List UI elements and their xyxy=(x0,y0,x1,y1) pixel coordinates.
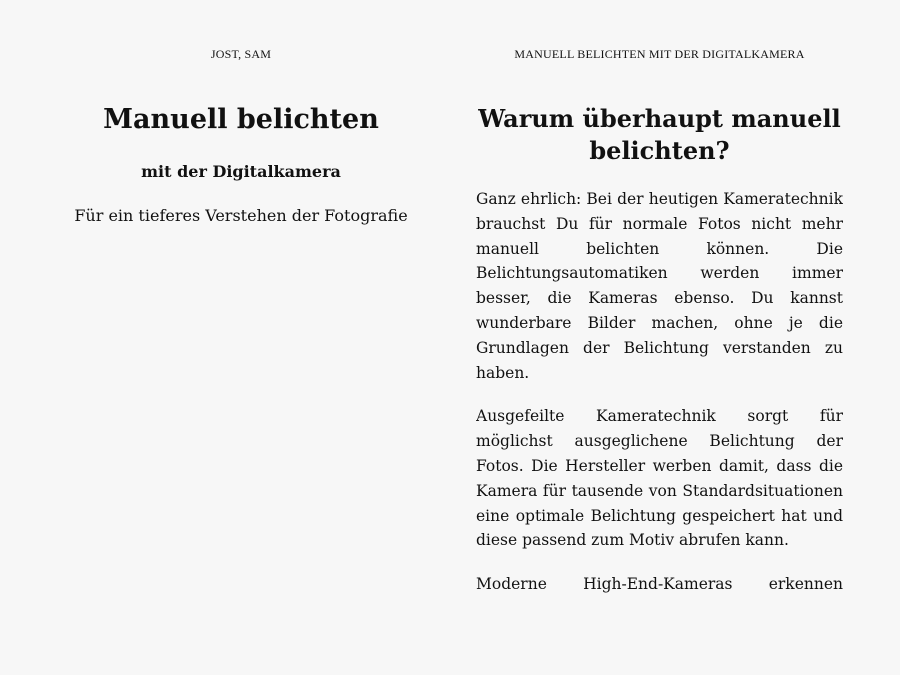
left-page[interactable] xyxy=(58,0,424,675)
chapter-title: Warum überhaupt manuell belichten? xyxy=(478,104,841,165)
chapter-body xyxy=(476,187,843,616)
book-title: Manuell belichten xyxy=(103,104,379,135)
book-subtitle: mit der Digitalkamera xyxy=(141,162,341,181)
body-paragraph: Moderne High-End-Kameras erkennen xyxy=(476,575,843,594)
body-paragraph: Ausgefeilte Kameratechnik sorgt für möglichst ausgeglichene Belichtung der Fotos. Die Hersteller werben damit, dass die Kamera für tausende von Standardsituationen eine optimale Belichtung gespeichert hat und diese passend zum Motiv abrufen kann. xyxy=(476,407,843,550)
body-paragraph: Ganz ehrlich: Bei der heutigen Kameratechnik brauchst Du für normale Fotos nicht mehr manuell belichten können. Die Belichtungsautomatiken werden immer besser, die Kameras ebenso. Du kannst wunderbare Bilder machen, ohne je die Grundlagen der Belichtung verstanden zu haben. xyxy=(476,190,843,382)
right-page[interactable] xyxy=(476,0,843,675)
running-head-author: JOST, SAM xyxy=(210,47,272,61)
book-tagline: Für ein tieferes Verstehen der Fotografie xyxy=(74,206,408,225)
running-head-book-title: MANUELL BELICHTEN MIT DER DIGITALKAMERA xyxy=(514,47,805,61)
